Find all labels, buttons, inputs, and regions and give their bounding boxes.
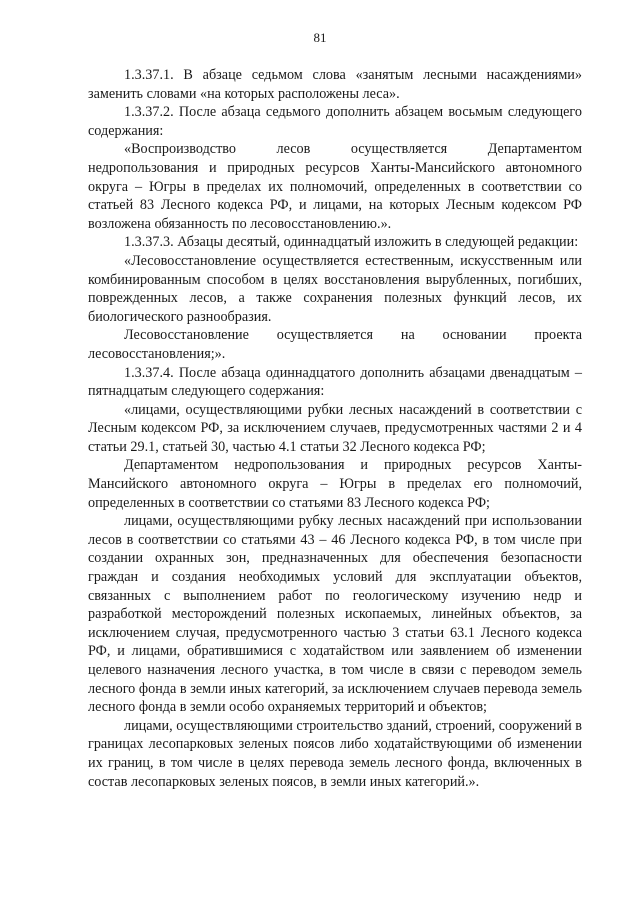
paragraph-1-3-37-1: 1.3.37.1. В абзаце седьмом слова «занятым лесными насаждениями» заменить словами «на которых расположены леса». xyxy=(88,67,582,102)
paragraph-reforestation-project: Лесовосстановление осуществляется на основании проекта лесовосстановления;». xyxy=(88,327,582,362)
page-number: 81 xyxy=(313,30,327,45)
paragraph-1-3-37-2: 1.3.37.2. После абзаца седьмого дополнить абзацем восьмым следующего содержания: xyxy=(88,104,582,139)
paragraph-quote-reforestation: «Лесовосстановление осуществляется естественным, искусственным или комбинированным способом в целях восстановления вырубленных, погибших, поврежденных лесов, а также сохранения полезных функций лесов, их биологического разнообразия. xyxy=(88,252,582,325)
paragraph-1-3-37-3: 1.3.37.3. Абзацы десятый, одиннадцатый изложить в следующей редакции: xyxy=(124,234,579,251)
paragraph-persons-felling: «лицами, осуществляющими рубки лесных насаждений в соответствии с Лесным кодексом РФ, за исключением случаев, предусмотренных частями 2 и 4 статьи 29.1, статьей 30, частью 4.1 статьи 32 Лесного кодекса РФ; xyxy=(88,401,582,455)
paragraph-persons-forest-use: лицами, осуществляющими рубку лесных насаждений при использовании лесов в соответствии со статьями 43 – 46 Лесного кодекса РФ, в том числе при создании охранных зон, предназначенных для обеспечения безопасности граждан и создания необходимых условий для эксплуатации объектов, связанных с выполнением работ по геологическому изучению недр и разработкой месторождений полезных ископаемых, линейных объектов, за исключением случая, предусмотренного частью 3 статьи 63.1 Лесного кодекса РФ, и лицами, обратившимися с ходатайством или заявлением об изменении целевого назначения лесного участка, в том числе в связи с переводом земель лесного фонда в земли иных категорий, за исключением случаев перевода земель лесного фонда в земли особо охраняемых территорий и объектов; xyxy=(88,513,582,716)
paragraph-department: Департаментом недропользования и природных ресурсов Ханты-Мансийского автономного округа – Югры в пределах его полномочий, определенных в соответствии со статьями 83 Лесного кодекса РФ; xyxy=(88,457,582,511)
paragraph-persons-construction: лицами, осуществляющими строительство зданий, строений, сооружений в границах лесопарковых зеленых поясов либо ходатайствующими об изменении их границ, в том числе в целях перевода земель лесного фонда, включенных в состав лесопарковых зеленых поясов, в земли иных категорий.». xyxy=(88,717,582,790)
paragraph-quote-reproduction: «Воспроизводство лесов осуществляется Департаментом недропользования и природных ресурсов Ханты-Мансийского автономного округа – Югры в пределах их полномочий, определенных в соответствии со статьей 83 Лесного кодекса РФ, и лицами, на которых Лесным кодексом РФ возложена обязанность по лесовосстановлению.». xyxy=(88,141,582,232)
document-body xyxy=(88,66,582,791)
paragraph-1-3-37-4: 1.3.37.4. После абзаца одиннадцатого дополнить абзацами двенадцатым – пятнадцатым следующего содержания: xyxy=(88,364,582,400)
